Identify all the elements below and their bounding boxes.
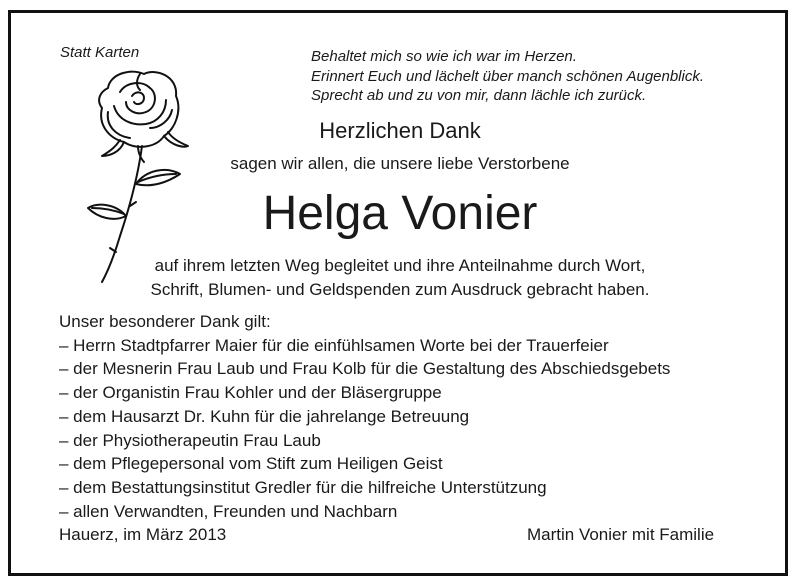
list-item: – dem Pflegepersonal vom Stift zum Heiligen Geist: [59, 454, 443, 474]
intro-line: auf ihrem letzten Weg begleitet und ihre Anteilnahme durch Wort,: [154, 256, 646, 275]
poem-line: Erinnert Euch und lächelt über manch schönen Augenblick.: [311, 67, 705, 85]
poem-line: Sprecht ab und zu von mir, dann lächle ich zurück.: [311, 87, 647, 104]
list-item: – der Organistin Frau Kohler und der Bläsergruppe: [59, 383, 442, 403]
poem-line: Behaltet mich so wie ich war im Herzen.: [311, 48, 577, 65]
list-item: – dem Bestattungsinstitut Gredler für die hilfreiche Unterstützung: [59, 477, 547, 497]
special-thanks-list: [59, 334, 670, 524]
rose-icon: [80, 66, 200, 286]
deceased-name: Helga Vonier: [262, 187, 538, 240]
signature: Martin Vonier mit Familie: [527, 525, 715, 544]
list-item: – allen Verwandten, Freunden und Nachbarn: [59, 501, 398, 521]
intro-text: [0, 254, 800, 302]
list-item: – Herrn Stadtpfarrer Maier für die einfühlsamen Worte bei der Trauerfeier: [59, 335, 609, 355]
list-item: – der Mesnerin Frau Laub und Frau Kolb für die Gestaltung des Abschiedsgebets: [59, 359, 671, 379]
thanks-title: Herzlichen Dank: [319, 118, 481, 143]
thanks-subtitle: sagen wir allen, die unsere liebe Verstorbene: [230, 154, 570, 173]
place-date: Hauerz, im März 2013: [59, 525, 227, 544]
special-thanks: [59, 310, 670, 523]
poem-block: [311, 47, 704, 106]
special-thanks-heading: Unser besonderer Dank gilt:: [59, 312, 271, 331]
list-item: – dem Hausarzt Dr. Kuhn für die jahrelange Betreuung: [59, 406, 470, 426]
intro-line: Schrift, Blumen- und Geldspenden zum Ausdruck gebracht haben.: [150, 280, 650, 299]
header-note: Statt Karten: [60, 44, 140, 61]
list-item: – der Physiotherapeutin Frau Laub: [59, 430, 321, 450]
